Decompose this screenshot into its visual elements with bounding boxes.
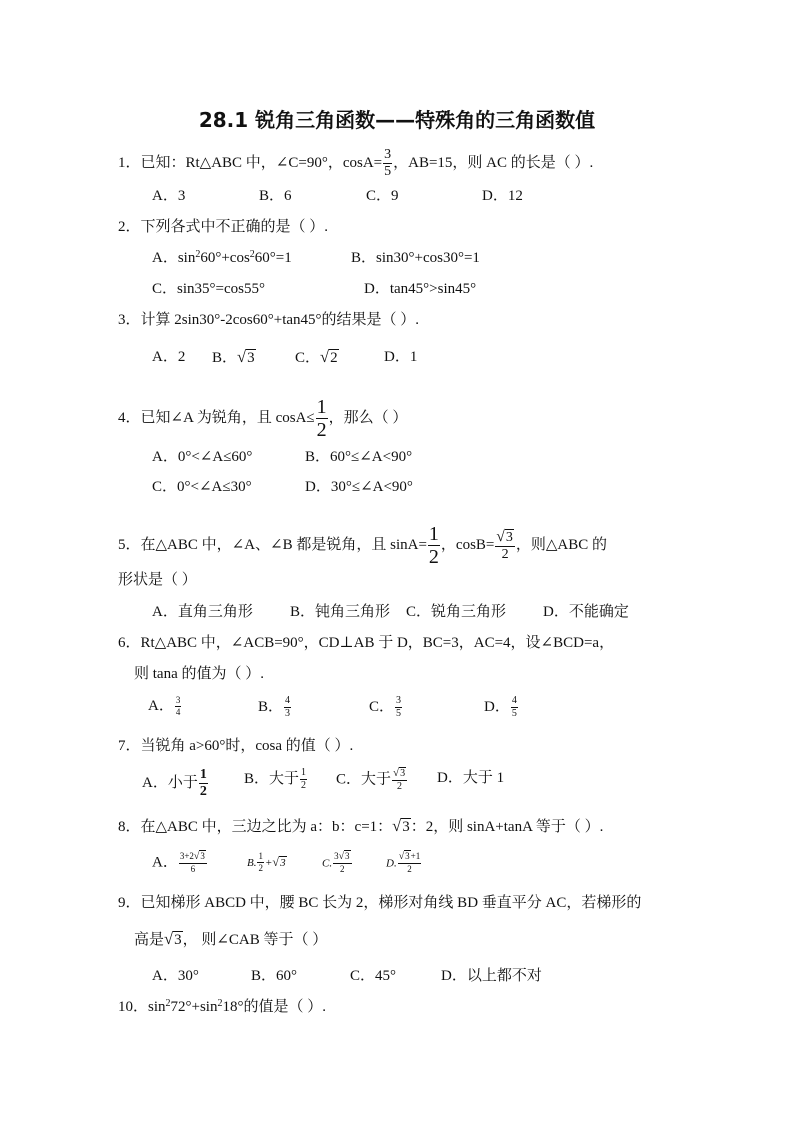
q6-option-b: B． $\frac{4}{3}$: [258, 695, 291, 719]
q3-option-d: D．1: [384, 349, 418, 365]
q5-fraction-2: $\frac{√3}{2}$: [496, 528, 513, 562]
q9-option-b: B．60°: [251, 968, 298, 984]
q7-option-c: C．大于 $\frac{√3}{2}$: [336, 767, 406, 792]
question-1: [118, 148, 593, 179]
q2-option-d: D．tan45°>sin45°: [364, 281, 477, 297]
q2-option-c: C．sin35°=cos55°: [152, 281, 265, 297]
q6-option-d: D． $\frac{4}{5}$: [484, 695, 517, 719]
q4-option-a: A．0°<∠A≤60°: [152, 449, 253, 465]
q6-option-a: A． $\frac{3}{4}$: [148, 695, 181, 718]
q8-option-b: B. $\frac{1}{2}$ +√3: [247, 851, 286, 874]
q3-option-a: A．2: [152, 349, 186, 365]
question-8: 8．在△ABC 中，三边之比为 a：b：c=1：√3：2，则 sinA+tanA 等于（ ）.: [118, 816, 604, 835]
q8-option-c: C. $\frac{3√3}{2}$: [322, 851, 350, 874]
q4-option-c: C．0°<∠A≤30°: [152, 479, 252, 495]
page-title: 28.1 锐角三角函数——特殊角的三角函数值: [198, 108, 596, 132]
q9-option-d: D．以上都不对: [441, 968, 542, 984]
q5-fraction-1: $\frac{1}{2}$: [428, 523, 439, 568]
question-10: 10．$\sin^272^\circ+\sin^218^\circ$的值是（ ）.: [118, 998, 326, 1015]
q1-stem-end: ，AB=15，则 AC 的长是（ ）.: [393, 154, 594, 171]
q3-option-c: C．√2: [295, 347, 338, 366]
q9-continuation: 高是√3， 则∠CAB 等于（ ）: [134, 929, 328, 948]
question-4: 4．已知∠A 为锐角，且 cosA≤ $\frac{1}{2}$ ，那么（ ）: [118, 396, 408, 441]
q5-option-b: B．钝角三角形: [290, 604, 391, 620]
q4-option-b: B．60°≤∠A<90°: [305, 449, 413, 465]
q9-option-a: A．30°: [152, 968, 199, 984]
q1-option-a: A．3: [152, 188, 186, 204]
q2-option-a: A．$\sin^260^\circ+\cos^260^\circ=1$: [152, 249, 292, 266]
q4-option-d: D．30°≤∠A<90°: [305, 479, 413, 495]
question-2: 2．下列各式中不正确的是（ ）.: [118, 219, 329, 235]
q4-fraction: $\frac{1}{2}$: [316, 396, 327, 441]
q5-continuation: 形状是（ ）: [118, 572, 197, 588]
sqrt-symbol: √2: [320, 347, 338, 366]
sqrt-symbol: √3: [237, 347, 255, 366]
q3-option-b: B．√3: [212, 347, 255, 366]
question-6: 6．Rt△ABC 中，∠ACB=90°，CD⊥AB 于 D，BC=3，AC=4，设∠BCD=a，: [118, 635, 615, 651]
q1-option-d: D．12: [482, 188, 523, 204]
q1-fraction: $\frac{3}{5}$: [384, 147, 392, 179]
q1-stem-start: 1．已知：Rt△ABC 中，∠C=90°，cosA=: [118, 154, 383, 171]
q1-option-b: B．6: [259, 188, 292, 204]
q5-option-c: C．锐角三角形: [406, 604, 507, 620]
q6-continuation: 则 tana 的值为（ ）.: [134, 666, 264, 682]
q5-option-a: A．直角三角形: [152, 604, 253, 620]
q1-option-c: C．9: [366, 188, 399, 204]
q8-option-d: D. $\frac{√3+1}{2}$: [386, 851, 421, 874]
question-7: 7．当锐角 a>60°时，cosa 的值（ ）.: [118, 738, 354, 754]
q8-option-a: A． $\frac{3+2√3}{6}$: [152, 851, 205, 874]
q9-option-c: C．45°: [350, 968, 397, 984]
question-3: 3．计算 2sin30°-2cos60°+tan45°的结果是（ ）.: [118, 312, 420, 328]
q2-option-b: B．sin30°+cos30°=1: [351, 250, 480, 266]
q7-option-b: B．大于 $\frac{1}{2}$: [244, 767, 307, 791]
q7-option-d: D．大于 1: [437, 770, 505, 786]
q6-option-c: C． $\frac{3}{5}$: [369, 695, 402, 719]
question-9: 9．已知梯形 ABCD 中，腰 BC 长为 2，梯形对角线 BD 垂直平分 AC，若梯形的: [118, 895, 642, 911]
q5-option-d: D．不能确定: [543, 604, 629, 620]
question-5: 5．在△ABC 中，∠A、∠B 都是锐角，且 sinA= $\frac{1}{2}$ ，cosB= $\frac{√3}{2}$ ，则△ABC 的: [118, 523, 607, 568]
q7-option-a: A．小于 $\frac{1}{2}$: [142, 767, 207, 799]
